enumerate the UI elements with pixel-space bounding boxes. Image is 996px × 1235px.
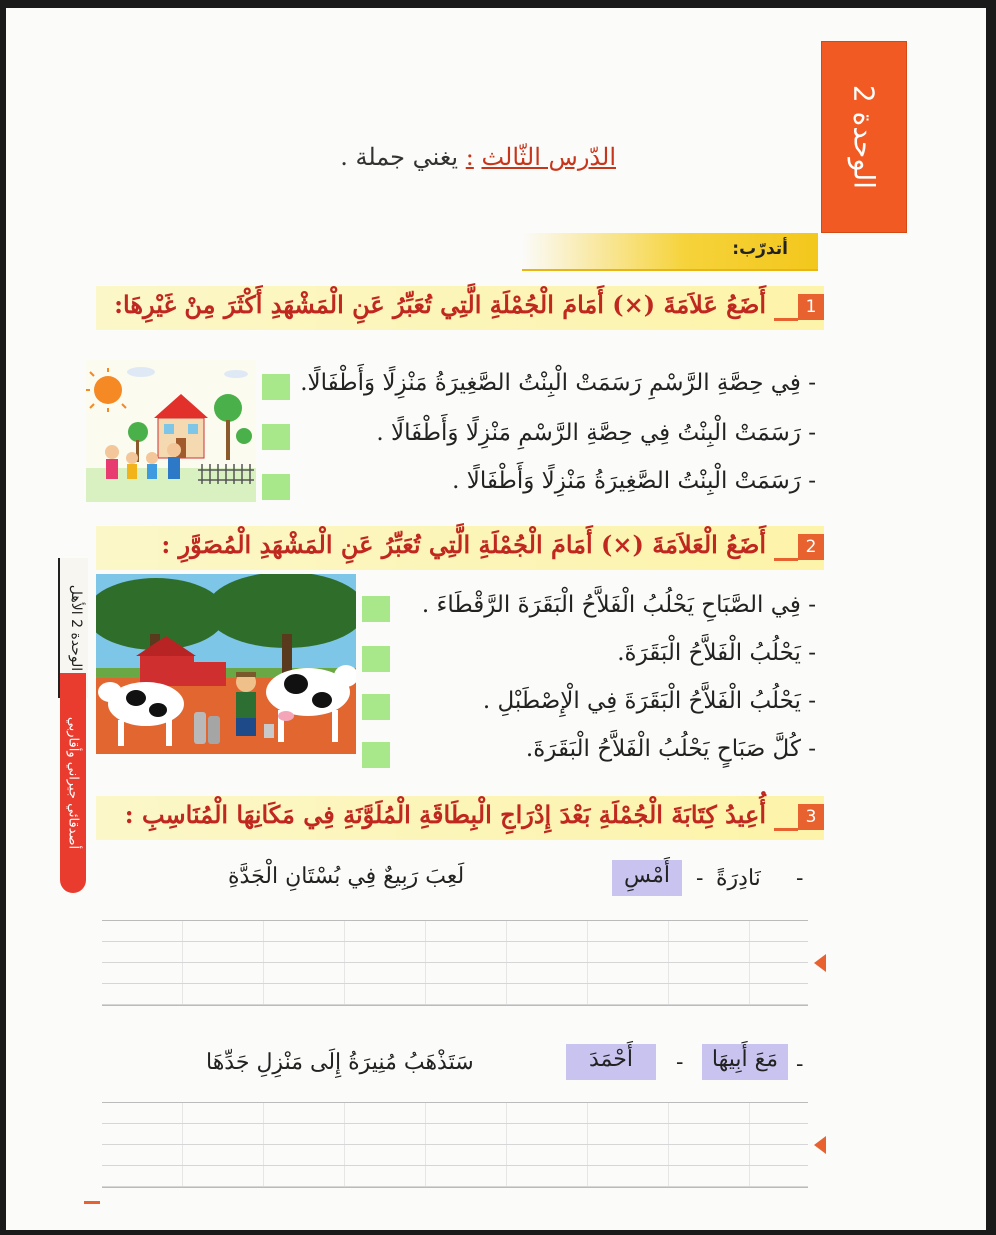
q3-item2-sep: - <box>676 1050 684 1075</box>
train-band <box>522 233 818 271</box>
drawing-illustration <box>86 360 256 502</box>
lesson-title <box>256 143 616 171</box>
q2-checkbox-3[interactable] <box>362 694 390 720</box>
q3-item1-sep: - <box>696 866 704 891</box>
q1-checkbox-3[interactable] <box>262 474 290 500</box>
q1-option-2: - رَسَمَتْ الْبِنْتُ فِي حِصَّةِ الرَّسْمِ مَنْزِلًا وَأَطْفَالًا . <box>376 420 816 446</box>
farmer-milking-cow-picture <box>96 574 356 754</box>
q1-checkbox-1[interactable] <box>262 374 290 400</box>
q3-item1-plain-card: نَادِرَةً <box>716 866 761 891</box>
lesson-name: يغني جملة . <box>340 143 459 171</box>
q2-number: 2 <box>798 534 824 560</box>
side-tab <box>58 558 88 878</box>
q2-option-1: - فِي الصَّبَاحِ يَحْلُبُ الْفَلاَّحُ الْبَقَرَةَ الرَّقْطَاءَ . <box>421 592 816 618</box>
q3-item2-sentence: سَتَذْهَبُ مُنِيرَةُ إِلَى مَنْزِلِ جَدِّهَا <box>206 1050 474 1075</box>
children-house-drawing <box>86 360 256 502</box>
q1-header <box>96 286 824 330</box>
lesson-separator: : <box>465 143 474 171</box>
q3-item2-dash: - <box>796 1052 804 1077</box>
q2-header <box>96 526 824 570</box>
q2-checkbox-2[interactable] <box>362 646 390 672</box>
unit-tab-label: الوحدة 2 <box>847 84 881 190</box>
lesson-label: الدّرس الثّالث <box>481 143 616 171</box>
q1-option-3: - رَسَمَتْ الْبِنْتُ الصَّغِيرَةُ مَنْزِلًا وَأَطْفَالًا . <box>452 468 816 494</box>
footer-dash <box>84 1201 100 1204</box>
q2-checkbox-1[interactable] <box>362 596 390 622</box>
train-label: أتدرّب: <box>732 239 788 259</box>
q3-header <box>96 796 824 840</box>
q3-item2-arrow-icon <box>814 1136 826 1154</box>
q2-option-2: - يَحْلُبُ الْفَلاَّحُ الْبَقَرَةَ. <box>617 640 816 666</box>
q3-number: 3 <box>798 804 824 830</box>
q3-item1-dash: - <box>796 866 804 891</box>
workbook-page <box>6 8 986 1230</box>
q3-prompt: أُعِيدُ كِتَابَةَ الْجُمْلَةِ بَعْدَ إِدْرَاجِ الْبِطَاقَةِ الْمُلَوَّنَةِ فِي مَكَانِهَا الْمُنَاسِبِ : <box>124 800 766 829</box>
q3-item2-plain-card: مَعَ أَبِيهَا <box>711 1047 779 1072</box>
q2-option-4: - كُلَّ صَبَاحٍ يَحْلُبُ الْفَلاَّحُ الْبَقَرَةَ. <box>525 736 816 762</box>
q1-number: 1 <box>798 294 824 320</box>
side-tab-bottom <box>60 673 86 893</box>
q3-item2-colored-card: أَحْمَدَ <box>566 1044 656 1080</box>
q3-item2-plain-card-chip <box>702 1044 788 1080</box>
q1-prompt: أَضَعُ عَلاَمَةَ (×) أَمَامَ الْجُمْلَةِ الَّتِي تُعَبِّرُ عَنِ الْمَشْهَدِ أَكْثَرَ مِنْ غَيْرِهَا: <box>114 290 766 319</box>
side-tab-bottom-label: أصدقائي جيراني وأقاربي <box>65 716 81 850</box>
side-tab-top-label: الوحدة 2 الأهل <box>68 584 84 672</box>
q3-item1-arrow-icon <box>814 954 826 972</box>
q3-item1-colored-card: أَمْسِ <box>612 860 682 896</box>
q2-option-3: - يَحْلُبُ الْفَلاَّحُ الْبَقَرَةَ فِي الْإِصْطَبْلِ . <box>482 688 816 714</box>
farm-illustration <box>96 574 356 754</box>
q1-option-1: - فِي حِصَّةِ الرَّسْمِ رَسَمَتْ الْبِنْتُ الصَّغِيرَةُ مَنْزِلًا وَأَطْفَالًا. <box>300 370 816 396</box>
q1-checkbox-2[interactable] <box>262 424 290 450</box>
q2-checkbox-4[interactable] <box>362 742 390 768</box>
q2-prompt: أَضَعُ الْعَلاَمَةَ (×) أَمَامَ الْجُمْلَةِ الَّتِي تُعَبِّرُ عَنِ الْمَشْهَدِ الْمُصَوَّرِ : <box>161 530 766 559</box>
q3-item1-writing-lines[interactable] <box>102 920 808 1006</box>
q3-item2-writing-lines[interactable] <box>102 1102 808 1188</box>
q3-item1-sentence: لَعِبَ رَبِيعٌ فِي بُسْتَانِ الْجَدَّةِ <box>228 864 465 889</box>
unit-tab <box>822 42 906 232</box>
